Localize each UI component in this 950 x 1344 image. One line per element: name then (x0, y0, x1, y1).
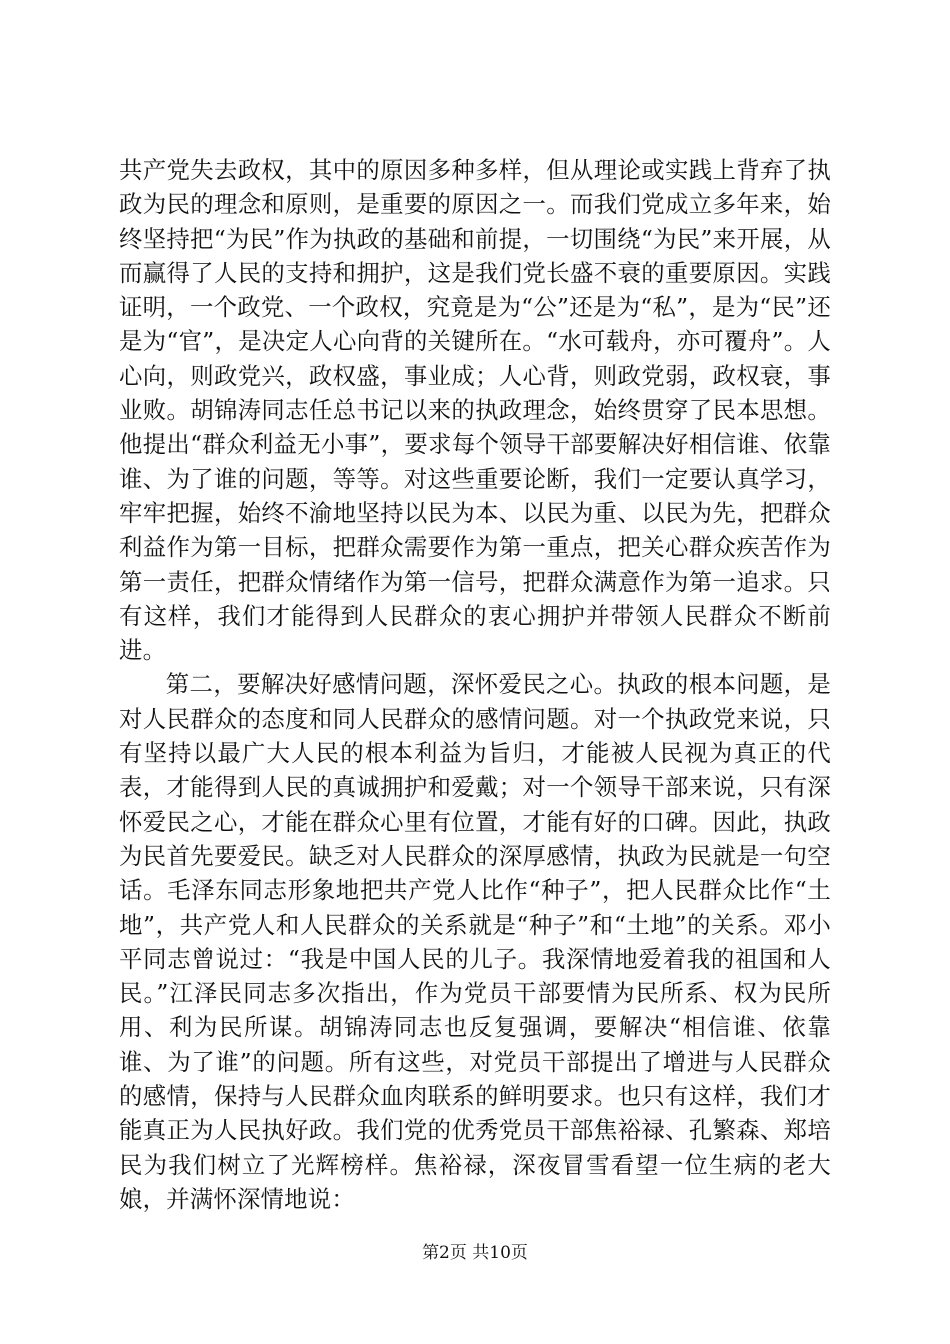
paragraph-second-point: 第二，要解决好感情问题，深怀爱民之心。执政的根本问题，是对人民群众的态度和同人民群众的感情问题。对一个执政党来说，只有坚持以最广大人民的根本利益为旨归，才能被人民视为真正的代表，才能得到人民的真诚拥护和爱戴；对一个领导干部来说，只有深怀爱民之心，才能在群众心里有位置，才能有好的口碑。因此，执政为民首先要爱民。缺乏对人民群众的深厚感情，执政为民就是一句空话。毛泽东同志形象地把共产党人比作“种子”，把人民群众比作“土地”，共产党人和人民群众的关系就是“种子”和“土地”的关系。邓小平同志曾说过：“我是中国人民的儿子。我深情地爱着我的祖国和人民。”江泽民同志多次指出，作为党员干部要情为民所系、权为民所用、利为民所谋。胡锦涛同志也反复强调，要解决“相信谁、依靠谁、为了谁”的问题。所有这些，对党员干部提出了增进与人民群众的感情，保持与人民群众血肉联系的鲜明要求。也只有这样，我们才能真正为人民执好政。我们党的优秀党员干部焦裕禄、孔繁森、郑培民为我们树立了光辉榜样。焦裕禄，深夜冒雪看望一位生病的老大娘，并满怀深情地说： (119, 670, 831, 1213)
paragraph-continuation: 共产党失去政权，其中的原因多种多样，但从理论或实践上背弃了执政为民的理念和原则，是重要的原因之一。而我们党成立多年来，始终坚持把“为民”作为执政的基础和前提，一切围绕“为民”来开展，从而赢得了人民的支持和拥护，这是我们党长盛不衰的重要原因。实践证明，一个政党、一个政权，究竟是为“公”还是为“私”，是为“民”还是为“官”，是决定人心向背的关键所在。“水可载舟，亦可覆舟”。人心向，则政党兴，政权盛，事业成；人心背，则政党弱，政权衰，事业败。胡锦涛同志任总书记以来的执政理念，始终贯穿了民本思想。他提出“群众利益无小事”，要求每个领导干部要解决好相信谁、依靠谁、为了谁的问题，等等。对这些重要论断，我们一定要认真学习，牢牢把握，始终不渝地坚持以民为本、以民为重、以民为先，把群众利益作为第一目标，把群众需要作为第一重点，把关心群众疾苦作为第一责任，把群众情绪作为第一信号，把群众满意作为第一追求。只有这样，我们才能得到人民群众的衷心拥护并带领人民群众不断前进。 (119, 156, 831, 665)
page-number-label: 第2页 共10页 (422, 1243, 528, 1263)
page-footer (0, 1243, 950, 1263)
document-body (119, 153, 831, 1216)
